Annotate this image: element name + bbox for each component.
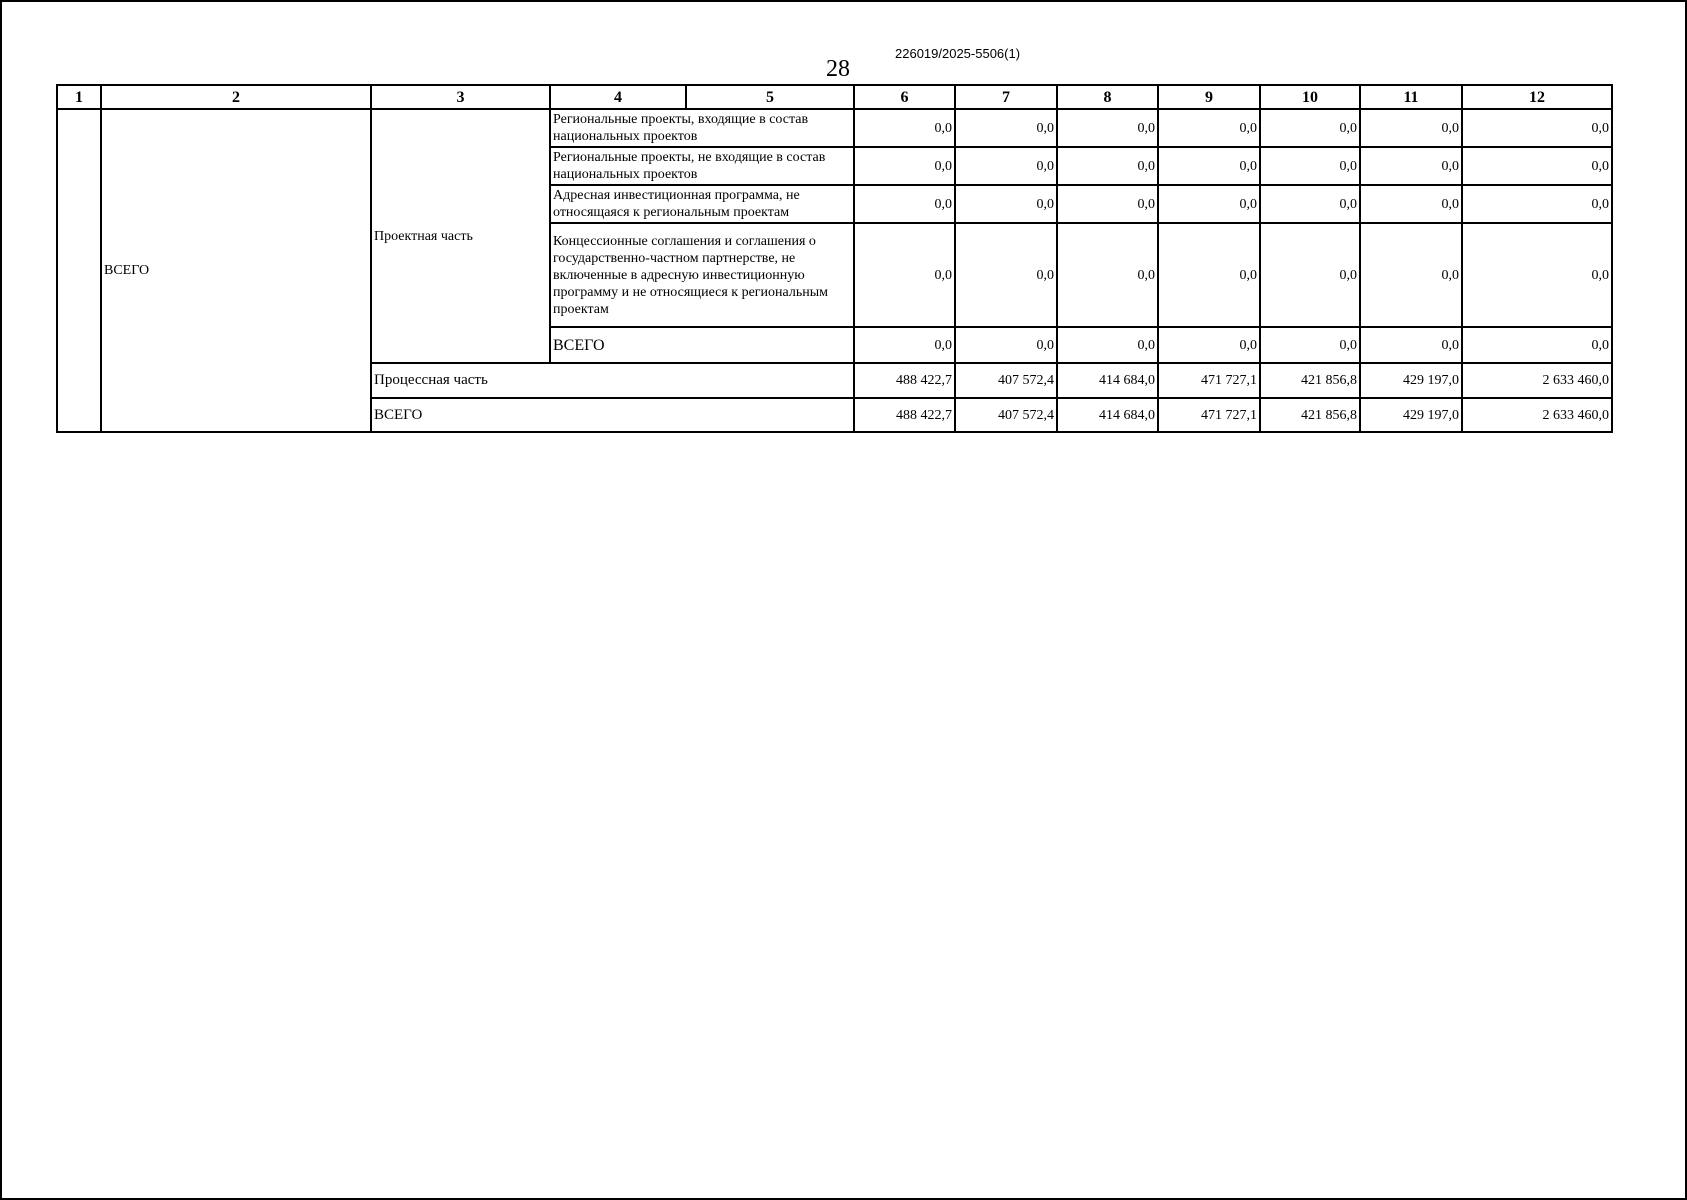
value-cell: 0,0 bbox=[1057, 147, 1158, 185]
value-cell: 0,0 bbox=[1057, 109, 1158, 147]
value-cell: 0,0 bbox=[854, 327, 955, 363]
column-header: 6 bbox=[854, 85, 955, 109]
value-cell: 0,0 bbox=[1360, 327, 1462, 363]
value-cell: 0,0 bbox=[1462, 223, 1612, 327]
document-code: 226019/2025-5506(1) bbox=[895, 46, 1021, 61]
value-cell: 0,0 bbox=[1462, 185, 1612, 223]
column-header: 7 bbox=[955, 85, 1057, 109]
value-cell: 0,0 bbox=[955, 223, 1057, 327]
column-header: 2 bbox=[101, 85, 371, 109]
project-row-label: ВСЕГО bbox=[550, 327, 854, 363]
value-cell: 0,0 bbox=[1158, 109, 1260, 147]
column-header: 12 bbox=[1462, 85, 1612, 109]
budget-table bbox=[56, 84, 1613, 433]
value-cell: 407 572,4 bbox=[955, 398, 1057, 432]
column-header: 8 bbox=[1057, 85, 1158, 109]
value-cell: 0,0 bbox=[1360, 109, 1462, 147]
value-cell: 0,0 bbox=[1158, 223, 1260, 327]
value-cell: 429 197,0 bbox=[1360, 363, 1462, 398]
cell-col1 bbox=[57, 109, 101, 432]
value-cell: 2 633 460,0 bbox=[1462, 363, 1612, 398]
value-cell: 0,0 bbox=[1462, 109, 1612, 147]
value-cell: 407 572,4 bbox=[955, 363, 1057, 398]
value-cell: 2 633 460,0 bbox=[1462, 398, 1612, 432]
value-cell: 0,0 bbox=[1360, 223, 1462, 327]
value-cell: 0,0 bbox=[1462, 147, 1612, 185]
value-cell: 0,0 bbox=[1057, 223, 1158, 327]
project-row-label: Концессионные соглашения и соглашения о государственно-частном партнерстве, не включенные в адресную инвестиционную программу и не относящиеся к региональным проектам bbox=[550, 223, 854, 327]
project-part-label: Проектная часть bbox=[371, 109, 550, 363]
value-cell: 0,0 bbox=[955, 327, 1057, 363]
column-header: 3 bbox=[371, 85, 550, 109]
value-cell: 0,0 bbox=[1158, 327, 1260, 363]
value-cell: 0,0 bbox=[1158, 147, 1260, 185]
value-cell: 421 856,8 bbox=[1260, 363, 1360, 398]
project-row-label: Региональные проекты, входящие в состав национальных проектов bbox=[550, 109, 854, 147]
value-cell: 414 684,0 bbox=[1057, 398, 1158, 432]
value-cell: 0,0 bbox=[1360, 147, 1462, 185]
value-cell: 0,0 bbox=[1260, 185, 1360, 223]
value-cell: 0,0 bbox=[1158, 185, 1260, 223]
column-header: 11 bbox=[1360, 85, 1462, 109]
total-label: ВСЕГО bbox=[371, 398, 854, 432]
value-cell: 0,0 bbox=[1260, 327, 1360, 363]
value-cell: 0,0 bbox=[854, 147, 955, 185]
value-cell: 0,0 bbox=[1462, 327, 1612, 363]
value-cell: 488 422,7 bbox=[854, 398, 955, 432]
value-cell: 0,0 bbox=[1260, 109, 1360, 147]
column-header: 5 bbox=[686, 85, 854, 109]
value-cell: 429 197,0 bbox=[1360, 398, 1462, 432]
value-cell: 0,0 bbox=[1360, 185, 1462, 223]
page-number: 28 bbox=[826, 56, 850, 82]
value-cell: 0,0 bbox=[955, 109, 1057, 147]
row-label-vsego: ВСЕГО bbox=[101, 109, 371, 432]
value-cell: 488 422,7 bbox=[854, 363, 955, 398]
column-header: 4 bbox=[550, 85, 686, 109]
value-cell: 471 727,1 bbox=[1158, 363, 1260, 398]
value-cell: 414 684,0 bbox=[1057, 363, 1158, 398]
value-cell: 0,0 bbox=[1057, 327, 1158, 363]
value-cell: 0,0 bbox=[1260, 223, 1360, 327]
value-cell: 421 856,8 bbox=[1260, 398, 1360, 432]
value-cell: 471 727,1 bbox=[1158, 398, 1260, 432]
project-row-label: Региональные проекты, не входящие в состав национальных проектов bbox=[550, 147, 854, 185]
header-row bbox=[57, 85, 1612, 109]
value-cell: 0,0 bbox=[854, 185, 955, 223]
column-header: 9 bbox=[1158, 85, 1260, 109]
value-cell: 0,0 bbox=[955, 185, 1057, 223]
value-cell: 0,0 bbox=[854, 109, 955, 147]
project-row-label: Адресная инвестиционная программа, не относящаяся к региональным проектам bbox=[550, 185, 854, 223]
value-cell: 0,0 bbox=[1057, 185, 1158, 223]
column-header: 10 bbox=[1260, 85, 1360, 109]
value-cell: 0,0 bbox=[854, 223, 955, 327]
table-row bbox=[57, 109, 1612, 147]
value-cell: 0,0 bbox=[1260, 147, 1360, 185]
process-part-label: Процессная часть bbox=[371, 363, 854, 398]
column-header: 1 bbox=[57, 85, 101, 109]
value-cell: 0,0 bbox=[955, 147, 1057, 185]
